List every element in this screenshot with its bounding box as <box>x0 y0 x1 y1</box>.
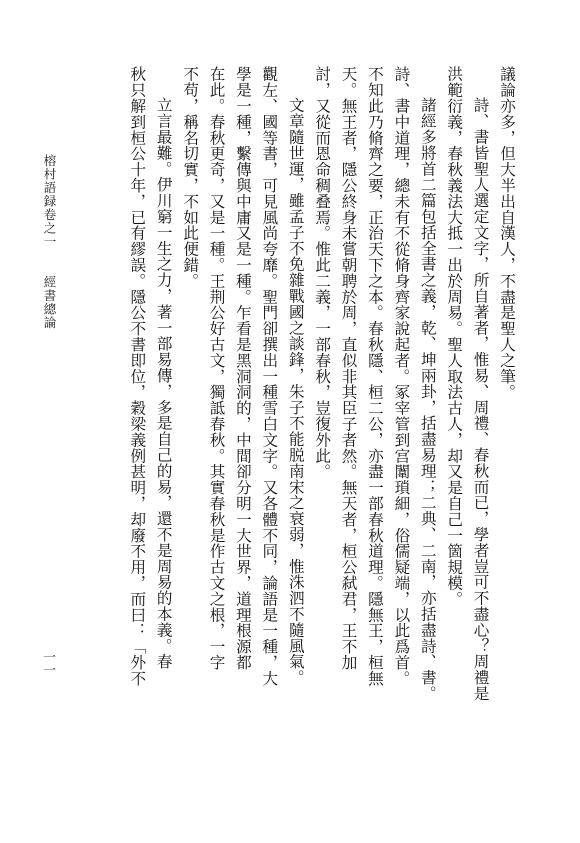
text-column: 立言最難。伊川窮一生之力，著一部易傳，多是自己的易，還不是周易的本義。春 <box>154 97 173 670</box>
running-head <box>40 154 58 354</box>
text-column: 詩、書皆聖人選定文字，所自著者，惟易、周禮、春秋而已，學者豈可不盡心？周禮是 <box>471 97 490 702</box>
head-spacer <box>42 249 57 276</box>
text-column: 洪範衍義，春秋義法大抵一出於周易。聖人取法古人，却又是自己一箇規模。 <box>445 66 464 607</box>
text-column: 天。無王者，隱公終身未嘗朝聘於周，直似非其臣子者然。無天者，桓公弑君，王不加 <box>339 66 358 671</box>
body-text <box>124 66 520 738</box>
text-column: 討，又從而恩命稠叠焉。惟此二義，一部春秋，豈復外此。 <box>313 66 332 480</box>
text-column: 文章隨世運，雖孟子不免雜戰國之談鋒，朱子不能脱南宋之衰弱，惟洙泗不隨風氣。 <box>286 97 305 686</box>
text-column: 諸經多將首二篇包括全書之義，乾、坤兩卦，括盡易理；二典、二南，亦括盡詩、書。 <box>418 97 437 702</box>
text-column: 觀左、國等書，可見風尚夸靡。聖門卻撰出一種雪白文字。又各體不同，論語是一種，大 <box>260 66 279 687</box>
page-number: 一一 <box>40 650 55 676</box>
text-column: 不苟，稱名切實，不如此便錯。 <box>181 66 200 289</box>
section-title: 經書總論 <box>42 275 57 330</box>
text-column: 詩、書中道理，總未有不從脩身齊家說起者。冢宰管到宫闈瑣細，俗儒疑端，以此爲首。 <box>392 66 411 687</box>
text-column: 學是一種，繫傳與中庸又是一種。乍看是黑洞洞的，中間卻分明一大世界，道理根源都 <box>233 66 252 671</box>
text-column: 秋只解到桓公十年，已有繆誤。隱公不書即位，穀梁義例甚明，却廢不用，而曰：「外不 <box>128 66 147 687</box>
text-column: 在此。春秋更奇，又是一種。王荆公好古文，獨詆春秋。其實春秋是作古文之根，一字 <box>207 66 226 671</box>
book-title: 榕村語録卷之一 <box>42 154 57 249</box>
text-column: 不知此乃脩齊之要，正治天下之本。春秋隱、桓二公，亦盡一部春秋道理。隱無王，桓無 <box>365 66 384 687</box>
text-column: 議論亦多，但大半出自漢人，不盡是聖人之筆。 <box>498 66 516 400</box>
